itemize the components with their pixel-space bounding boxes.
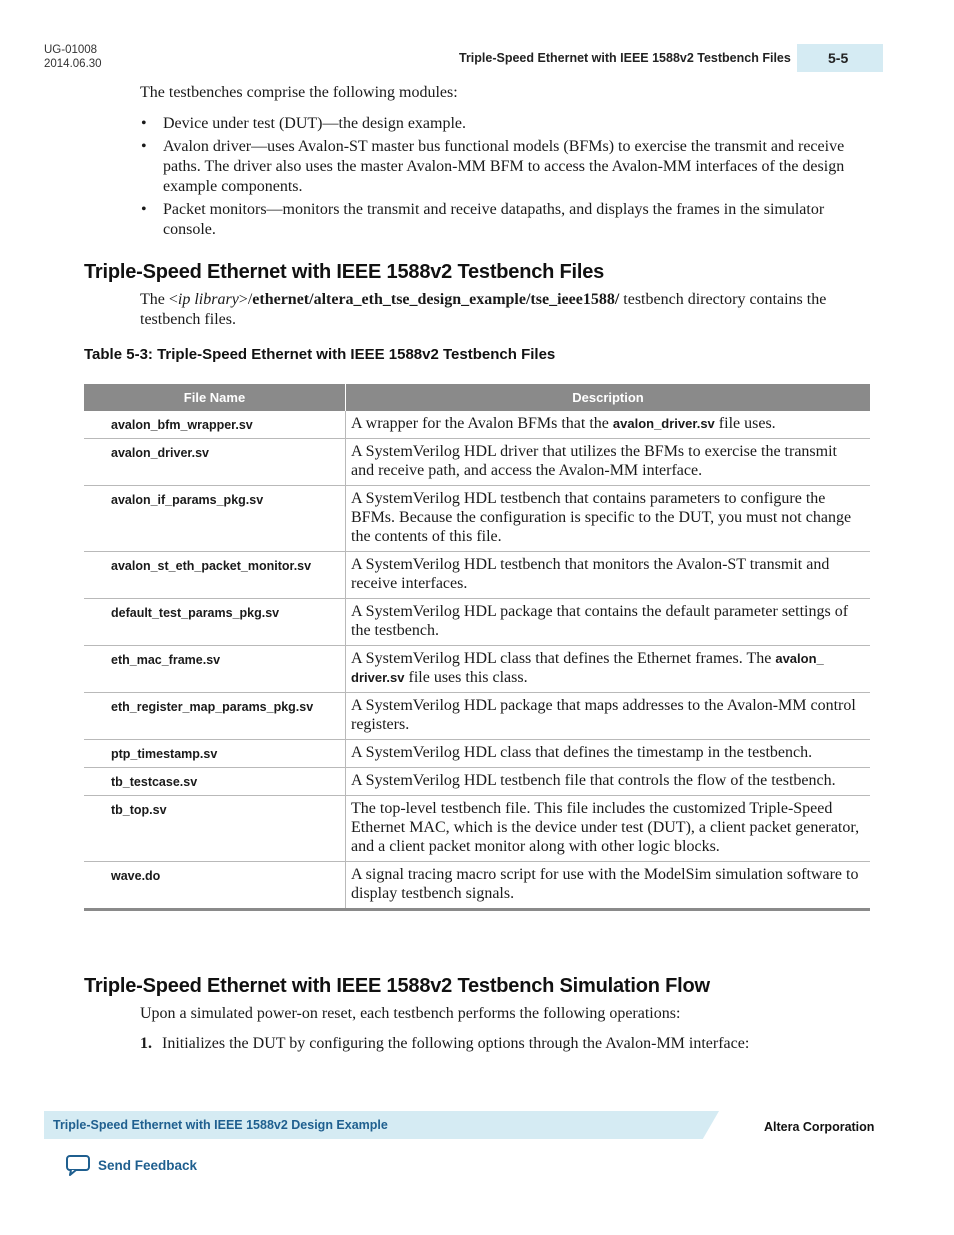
footer-title: Triple-Speed Ethernet with IEEE 1588v2 Design Example [53,1118,388,1132]
section-heading-flow: Triple-Speed Ethernet with IEEE 1588v2 Testbench Simulation Flow [84,975,710,997]
table-row [84,439,870,486]
module-list [140,114,875,243]
table-row [84,740,870,768]
description-cell: A wrapper for the Avalon BFMs that the avalon_driver.sv file uses. [346,411,871,439]
table-row [84,862,870,910]
table-caption: Table 5-3: Triple-Speed Ethernet with IEEE 1588v2 Testbench Files [84,346,556,363]
testbench-files-table [84,384,870,911]
doc-date: 2014.06.30 [44,58,102,70]
step-item [140,1034,749,1054]
column-header-description: Description [346,384,871,411]
description-cell: A SystemVerilog HDL class that defines the Ethernet frames. The avalon_ driver.sv file uses this class. [346,646,871,693]
table-row [84,796,870,862]
table-row [84,768,870,796]
document-id [44,43,102,71]
description-cell: A SystemVerilog HDL package that maps addresses to the Avalon-MM control registers. [346,693,871,740]
file-name-cell: tb_testcase.sv [84,768,346,796]
flow-paragraph: Upon a simulated power-on reset, each testbench performs the following operations: [140,1005,681,1022]
section-heading-files: Triple-Speed Ethernet with IEEE 1588v2 Testbench Files [84,261,605,283]
table-row [84,411,870,439]
file-name-cell: eth_register_map_params_pkg.sv [84,693,346,740]
description-cell: The top-level testbench file. This file includes the customized Triple-Speed Ethernet MAC, which is the device under test (DUT), a client packet generator, and a client packet monitor along with other logic blocks. [346,796,871,862]
file-name-cell: eth_mac_frame.sv [84,646,346,693]
description-cell: A SystemVerilog HDL testbench that monitors the Avalon-ST transmit and receive interfaces. [346,552,871,599]
description-cell: A SystemVerilog HDL class that defines the timestamp in the testbench. [346,740,871,768]
file-name-cell: ptp_timestamp.sv [84,740,346,768]
description-cell: A signal tracing macro script for use with the ModelSim simulation software to display testbench signals. [346,862,871,910]
description-cell: A SystemVerilog HDL package that contains the default parameter settings of the testbench. [346,599,871,646]
list-item: • Packet monitors—monitors the transmit and receive datapaths, and displays the frames in the simulator console. [141,201,825,238]
table-row [84,693,870,740]
send-feedback-link[interactable] [66,1155,197,1176]
running-title: Triple-Speed Ethernet with IEEE 1588v2 Testbench Files [459,51,791,65]
speech-bubble-icon [66,1155,90,1176]
file-name-cell: avalon_if_params_pkg.sv [84,486,346,552]
column-header-file-name: File Name [84,384,346,411]
table-row [84,552,870,599]
list-item: • Device under test (DUT)—the design example. [141,115,467,132]
step-number: 1. [140,1035,152,1052]
file-name-cell: avalon_st_eth_packet_monitor.sv [84,552,346,599]
list-item: • Avalon driver—uses Avalon-ST master bus functional models (BFMs) to exercise the transmit and receive paths. The driver also uses the master Avalon-MM BFM to access the Avalon-MM interfaces of the design example components. [141,138,845,195]
bullet-icon: • [141,115,147,132]
intro-lead: The testbenches comprise the following modules: [140,84,458,101]
step-text: Initializes the DUT by configuring the following options through the Avalon-MM interface: [162,1035,750,1052]
bullet-icon: • [141,201,147,218]
page-number: 5-5 [797,44,883,72]
description-cell: A SystemVerilog HDL driver that utilizes the BFMs to exercise the transmit and receive path, and access the Avalon-MM interface. [346,439,871,486]
file-name-cell: avalon_bfm_wrapper.sv [84,411,346,439]
table-row [84,646,870,693]
file-name-cell: tb_top.sv [84,796,346,862]
files-paragraph: The <ip library>/ethernet/altera_eth_tse_design_example/tse_ieee1588/ testbench directory contains the testbench files. [140,291,827,328]
file-name-cell: default_test_params_pkg.sv [84,599,346,646]
description-cell: A SystemVerilog HDL testbench that contains parameters to configure the BFMs. Because the configuration is specific to the DUT, you must not change the contents of this file. [346,486,871,552]
company-name: Altera Corporation [764,1120,875,1134]
table-header-row [84,384,870,411]
table-row [84,599,870,646]
send-feedback-label: Send Feedback [98,1158,198,1173]
file-name-cell: wave.do [84,862,346,910]
directory-path: ethernet/altera_eth_tse_design_example/tse_ieee1588/ [252,291,620,308]
table-row [84,486,870,552]
file-name-cell: avalon_driver.sv [84,439,346,486]
doc-number: UG-01008 [44,44,98,56]
description-cell: A SystemVerilog HDL testbench file that controls the flow of the testbench. [346,768,871,796]
bullet-icon: • [141,138,147,155]
